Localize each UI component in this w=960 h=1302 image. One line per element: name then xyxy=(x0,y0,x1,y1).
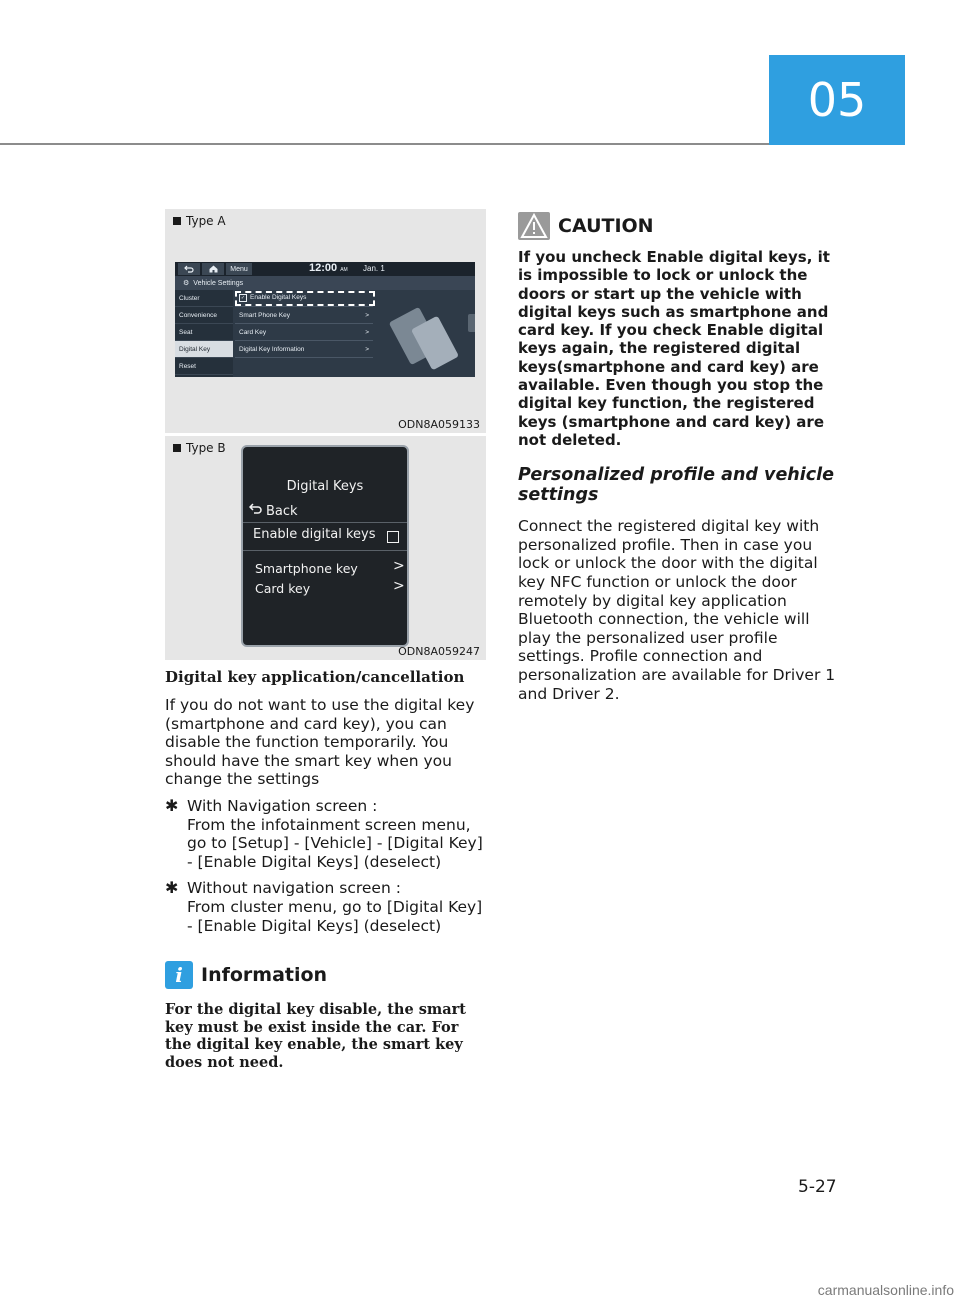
infotainment-screen xyxy=(175,262,475,377)
screen-title: Digital Keys xyxy=(286,479,364,494)
back-arrow-icon xyxy=(178,263,200,275)
menu-item-reset: Reset xyxy=(175,358,233,375)
caution-title: CAUTION xyxy=(558,215,654,237)
back-label: Back xyxy=(266,503,298,519)
asterisk-icon: ✱ xyxy=(165,795,179,815)
figure-label xyxy=(173,214,226,228)
bullet-lead: With Navigation screen : xyxy=(187,796,378,815)
figure-label-text: Type B xyxy=(186,441,226,455)
checkbox-icon xyxy=(387,531,399,543)
asterisk-icon: ✱ xyxy=(165,878,179,898)
checkbox-checked-icon: ✓ xyxy=(240,295,246,301)
screen-titlebar xyxy=(175,276,475,290)
date: Jan. 1 xyxy=(363,264,385,273)
highlight-box xyxy=(235,291,375,306)
key-cards-illustration xyxy=(390,300,460,372)
figure-type-b xyxy=(165,436,486,660)
divider xyxy=(243,522,407,523)
square-bullet-icon xyxy=(173,444,181,452)
bullet-no-navigation xyxy=(165,879,487,935)
section-paragraph: Connect the registered digital key with personalized profile. Then in case you lock or unlock the door with the digital key NFC function or unlock the door remotely by digital key application Bluetooth connection, the vehicle will play the personalized user profile settings. Profile connection and personalization are available for Driver 1 and Driver 2. xyxy=(518,517,836,703)
back-arrow-icon xyxy=(249,503,263,519)
home-icon xyxy=(202,263,224,275)
cluster-screen xyxy=(241,445,409,647)
menu-button: Menu xyxy=(226,263,252,275)
figure-label xyxy=(173,441,226,455)
menu-item-digital-key: Digital Key xyxy=(175,341,233,358)
screen-topbar xyxy=(175,262,475,276)
information-body: For the digital key disable, the smart key must be exist inside the car. For the digital key enable, the smart key does not need. xyxy=(165,1001,466,1071)
left-column xyxy=(165,668,487,1072)
information-title: Information xyxy=(201,964,328,987)
page-number: 5-27 xyxy=(798,1177,837,1197)
chapter-number: 05 xyxy=(807,73,867,127)
chapter-tab xyxy=(769,55,905,145)
bullet-lead: Without navigation screen : xyxy=(187,879,401,898)
watermark: carmanualsonline.info xyxy=(817,1282,954,1298)
bullet-navigation xyxy=(165,797,487,871)
list-row-smartphone xyxy=(235,307,373,324)
figure-type-a xyxy=(165,209,486,433)
list-row-information xyxy=(235,341,373,358)
section-heading: Personalized profile and vehicle settings xyxy=(518,465,835,506)
list-row-label: Card Key xyxy=(239,328,267,336)
list-row-label: Smart Phone Key xyxy=(239,311,290,319)
clock xyxy=(309,262,348,274)
figure-code: ODN8A059133 xyxy=(398,418,480,431)
bullet-text: From the infotainment screen menu, go to [Setup] - [Vehicle] - [Digital Key] - [Enable Digital Keys] (deselect) xyxy=(187,815,483,871)
caution-body: If you uncheck Enable digital keys, it is impossible to lock or unlock the doors or start up the vehicle with digital keys such as smartphone and card key. If you check Enable digital keys again, the registered digital keys(smartphone and card key) are available. Even though you stop the digital key function, the registered keys (smartphone and card key) are not deleted. xyxy=(518,248,830,449)
header-rule xyxy=(0,143,769,145)
chevron-right-icon: > xyxy=(365,311,369,319)
bullet-text: From cluster menu, go to [Digital Key] - [Enable Digital Keys] (deselect) xyxy=(187,897,483,935)
menu-item-cluster: Cluster xyxy=(175,290,233,307)
square-bullet-icon xyxy=(173,217,181,225)
figure-code: ODN8A059247 xyxy=(398,645,480,658)
side-handle xyxy=(468,314,475,332)
back-row xyxy=(249,503,298,519)
menu-item-convenience: Convenience xyxy=(175,307,233,324)
list-row-label: Digital Key Information xyxy=(239,345,305,353)
section-heading: Digital key application/cancellation xyxy=(165,668,465,686)
row-smartphone-key: Smartphone key xyxy=(255,561,358,576)
intro-paragraph: If you do not want to use the digital key (smartphone and card key), you can disable the function temporarily. You should have the smart key when you change the settings xyxy=(165,696,475,789)
clock-time: 12:00 xyxy=(309,262,338,274)
list-row-card xyxy=(235,324,373,341)
chevron-right-icon: > xyxy=(393,558,405,574)
chevron-right-icon: > xyxy=(365,328,369,336)
gear-icon: ⚙ xyxy=(183,280,190,287)
chevron-right-icon: > xyxy=(393,578,405,594)
settings-menu xyxy=(175,290,233,377)
screen-title: Vehicle Settings xyxy=(193,279,244,287)
list-row-label: Enable Digital Keys xyxy=(250,294,307,301)
menu-item-seat: Seat xyxy=(175,324,233,341)
info-icon: i xyxy=(165,961,193,989)
divider xyxy=(243,550,407,551)
right-column xyxy=(518,212,840,703)
warning-triangle-icon xyxy=(518,212,550,240)
chevron-right-icon: > xyxy=(365,345,369,353)
clock-suffix: AM xyxy=(340,267,348,273)
figure-label-text: Type A xyxy=(186,214,226,228)
caution-header xyxy=(518,212,840,240)
enable-label: Enable digital keys xyxy=(253,527,376,542)
information-header xyxy=(165,961,487,989)
row-card-key: Card key xyxy=(255,581,311,596)
